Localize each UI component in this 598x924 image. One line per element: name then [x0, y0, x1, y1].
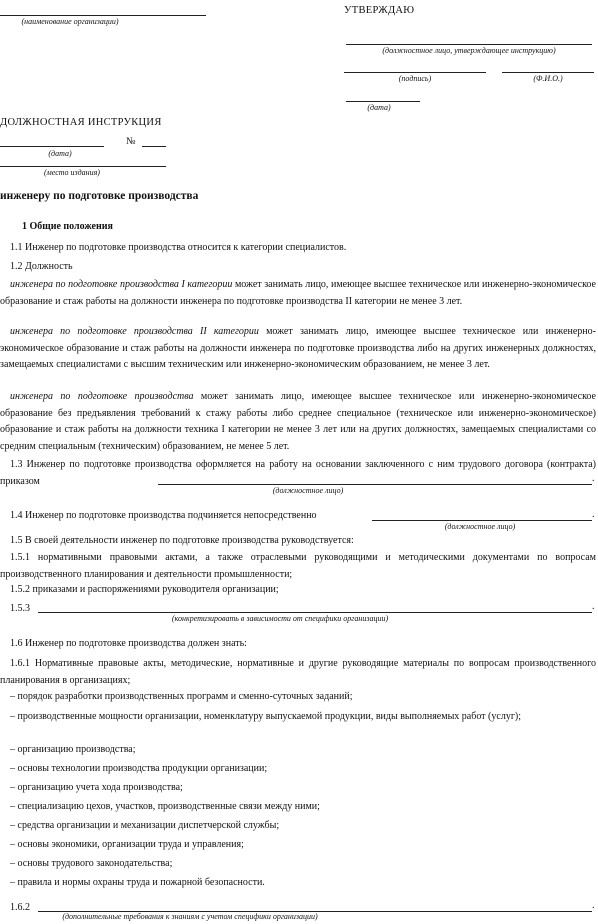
para-1-6: 1.6 Инженер по подготовке производства должен знать: — [10, 638, 247, 649]
org-name-caption: (наименование организации) — [21, 17, 119, 26]
category-1-lead: инженера по подготовке производства I категории — [10, 279, 233, 290]
para-1-4: 1.4 Инженер по подготовке производства подчиняется непосредственно — [10, 510, 317, 521]
doc-date-caption: (дата) — [48, 149, 72, 158]
para-1-2: 1.2 Должность — [10, 261, 73, 272]
approver-position-caption: (должностное лицо, утверждающее инструкцию) — [382, 46, 556, 55]
full-name-line — [502, 72, 594, 73]
list-item: – правила и нормы охраны труда и пожарной безопасности. — [10, 877, 265, 888]
approver-position-line — [346, 44, 592, 45]
para-1-6-1: 1.6.1 Нормативные правовые акты, методические, нормативные и другие руководящие материалы по вопросам производственного планирования в организациях; — [0, 658, 596, 686]
category-3-lead: инженера по подготовке производства — [10, 391, 194, 402]
para-1-5-1: 1.5.1 нормативными правовыми актами, а также отраслевыми руководящими и методическими документами по вопросам производственного планирования и деятельности промышленности; — [0, 552, 596, 580]
doc-subject: инженеру по подготовке производства — [0, 190, 199, 202]
para-1-5-2: 1.5.2 приказами и распоряжениями руководителя организации; — [10, 584, 279, 595]
signature-caption: (подпись) — [398, 74, 432, 83]
supervisor-caption: (должностное лицо) — [444, 522, 516, 531]
list-item: – основы трудового законодательства; — [10, 858, 173, 869]
category-1-text: может занимать лицо, имеющее высшее техническое или инженерно-экономическое образование и стаж работы на должности инженера по подготовке производства II категории не менее 3 лет. — [0, 279, 596, 307]
approve-label: УТВЕРЖДАЮ — [344, 5, 415, 16]
category-3-text: может занимать лицо, имеющее высшее техническое или инженерно-экономическое образование без предъявления требований к стажу работы либо среднее специальное (техническое или инженерно-экономическое) образование и стаж работы на должности техника I категории не менее 3 лет или на других должностях, замещаемых специалистами со средним специальным (техническим) образованием, не менее 5 лет. — [0, 391, 596, 452]
hiring-order-dot: . — [592, 473, 595, 484]
list-item: – основы технологии производства продукции организации; — [10, 763, 268, 774]
list-item: – организацию производства; — [10, 744, 136, 755]
hiring-order-caption: (должностное лицо) — [272, 486, 344, 495]
doc-title: ДОЛЖНОСТНАЯ ИНСТРУКЦИЯ — [0, 117, 162, 128]
para-1-5-3-line — [38, 612, 592, 613]
category-2-text: может занимать лицо, имеющее высшее техническое или инженерно-экономическое образование и стаж работы на должности инженера по подготовке производства либо на других инженерных должностях, замещаемых специалистами с высшим техническим или инженерно-экономическим образованием, не менее 3 лет. — [0, 326, 596, 370]
list-item: – основы экономики, организации труда и управления; — [10, 839, 244, 850]
org-name-line — [0, 15, 206, 16]
doc-number-sign: № — [126, 136, 136, 147]
approval-date-line — [346, 101, 420, 102]
para-1-6-2-dot: . — [592, 900, 595, 911]
doc-place-caption: (место издания) — [44, 168, 100, 177]
list-item: – организацию учета хода производства; — [10, 782, 183, 793]
list-item: – специализацию цехов, участков, производственные связи между ними; — [10, 801, 320, 812]
section-heading: 1 Общие положения — [22, 221, 113, 232]
para-category-2 — [0, 324, 596, 374]
para-1-6-2-caption: (дополнительные требования к знаниям с учетом специфики организации) — [62, 912, 318, 921]
para-1-5-3: 1.5.3 — [10, 603, 30, 614]
para-category-1 — [0, 277, 596, 310]
para-1-5-3-caption: (конкретизировать в зависимости от специфики организации) — [171, 614, 389, 623]
doc-place-line — [0, 166, 166, 167]
para-1-3-text: 1.3 Инженер по подготовке производства оформляется на работу на основании заключенного с ним трудового договора (контракта) приказом — [0, 459, 596, 487]
supervisor-dot: . — [592, 509, 595, 520]
para-1-5-3-dot: . — [592, 601, 595, 612]
list-item: – средства организации и механизации диспетчерской службы; — [10, 820, 280, 831]
doc-number-line — [142, 146, 166, 147]
para-1-5: 1.5 В своей деятельности инженер по подготовке производства руководствуется: — [10, 535, 354, 546]
doc-date-line — [0, 146, 104, 147]
category-2-lead: инженера по подготовке производства II категории — [10, 326, 259, 337]
para-1-6-2: 1.6.2 — [10, 902, 30, 913]
list-item: – порядок разработки производственных программ и сменно-суточных заданий; — [10, 691, 353, 702]
approval-date-caption: (дата) — [367, 103, 391, 112]
full-name-caption: (Ф.И.О.) — [533, 74, 563, 83]
para-category-3 — [0, 389, 596, 455]
list-item: – производственные мощности организации, номенклатуру выпускаемой продукции, виды выполняемых работ (услуг); — [10, 711, 522, 722]
supervisor-line — [372, 520, 592, 521]
hiring-order-line — [158, 484, 592, 485]
para-1-1: 1.1 Инженер по подготовке производства относится к категории специалистов. — [10, 242, 347, 253]
signature-line — [344, 72, 486, 73]
